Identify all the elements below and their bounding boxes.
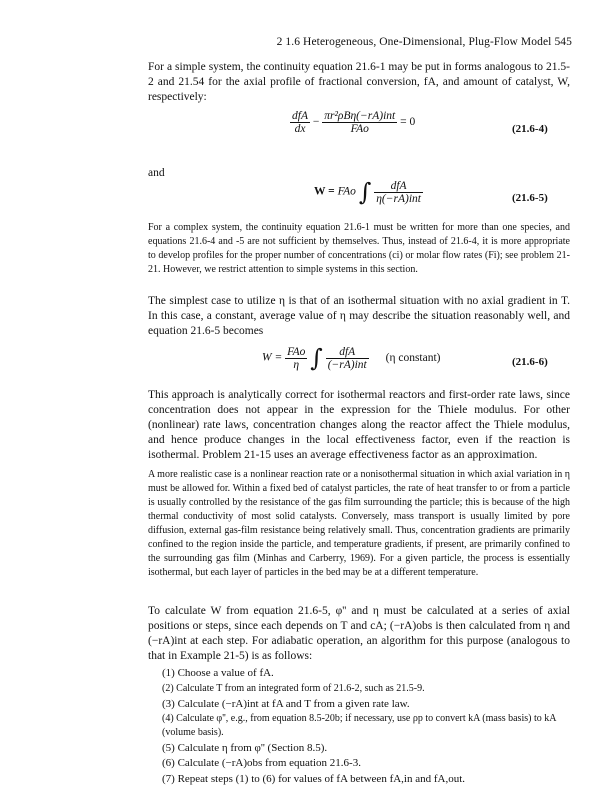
eq3-coef-fraction: $\frac{\text{FAo}}{\eta}$ <box>287 345 306 371</box>
eq1-lhs-fraction: $\frac{\text{dfA}}{dx}$ <box>292 110 308 135</box>
equation-number-21-6-6: (21.6-6) <box>512 356 548 368</box>
equation-number-21-6-4: (21.6-4) <box>512 123 548 135</box>
integral-sign: ∫ <box>358 178 372 206</box>
eq1-rhs-fraction: $\frac{\text{πr²ρBη(−rA)int}}{\text{FAo}}$ <box>324 110 396 135</box>
equation-21-6-6: W = $\frac{\text{FAo}}{\eta}$ ∫ $\frac{\text{dfA}}{\text{(−rA)int}}$ (η constant) <box>262 344 441 372</box>
equation-number-21-6-5: (21.6-5) <box>512 192 548 204</box>
paragraph-analytic-approach: This approach is analytically correct for isothermal reactors and first-order rate laws, since concentration does not appear in the expression for the Thiele modulus. For other (nonlinear) rate laws, concentration changes along the reactor affect the Thiele modulus, and hence produce changes in the local effectiveness factor, even if the reaction is isothermal. Problem 21-15 uses an average effectiveness factor as an approximation. <box>148 389 570 461</box>
header-page-number: 545 <box>554 36 572 48</box>
algorithm-step-5: (5) Calculate η from φ'' (Section 8.5). <box>162 742 328 754</box>
header-page-prefix: 2 <box>276 36 283 48</box>
equation-21-6-4: $\frac{\text{dfA}}{dx}$ − $\frac{\text{πr²ρBη(−rA)int}}{\text{FAo}}$ = 0 <box>292 110 416 135</box>
and-text: and <box>148 167 165 179</box>
paragraph-realistic-case: A more realistic case is a nonlinear reaction rate or a nonisothermal situation in which axial variation in η must be allowed for. Within a fixed bed of catalyst particles, the rate of heat transfer to or from a particle is usually controlled by the resistance of the gas film surrounding the particle; this is because of the high thermal conductivity of most solid catalysts. Conversely, mass transport is usually limited by pore diffusion, external gas-film resistance being relatively small. Thus, concentration gradients are primarily confined to the region inside the particle, and temperature gradients, if present, are primarily confined to the surrounding gas film (Minhas and Carberry, 1969). For a given particle, the process is essentially isothermal, but each layer of particles in the bed may be at a different temperature. <box>148 469 570 578</box>
algorithm-step-2: (2) Calculate T from an integrated form of 21.6-2, such as 21.5-9. <box>162 683 425 694</box>
algorithm-step-3: (3) Calculate (−rA)int at fA and T from a given rate law. <box>162 698 410 710</box>
header-section-title: 1.6 Heterogeneous, One-Dimensional, Plug-Flow Model <box>285 36 552 48</box>
integral-sign: ∫ <box>310 344 323 372</box>
paragraph-algorithm-intro: To calculate W from equation 21.6-5, φ'' and η must be calculated at a series of axial positions or steps, since each depends on T and cA; (−rA)obs is then calculated from η and (−rA)int at each step. For adiabatic operation, an algorithm for this purpose (analogous to that in Example 21-5) is as follows: <box>148 605 570 662</box>
running-header <box>245 36 572 48</box>
algorithm-step-7: (7) Repeat steps (1) to (6) for values of fA between fA,in and fA,out. <box>162 773 466 785</box>
paragraph-isothermal: The simplest case to utilize η is that of an isothermal situation with no axial gradient in T. In this case, a constant, average value of η may describe the situation reasonably well, and equation 21.6-5 becomes <box>148 295 570 337</box>
intro-paragraph: For a simple system, the continuity equation 21.6-1 may be put in forms analogous to 21.5-2 and 21.54 for the axial profile of fractional conversion, fA, and amount of catalyst, W, respectively: <box>148 61 570 103</box>
algorithm-step-4: (4) Calculate φ'', e.g., from equation 8.5-20b; if necessary, use ρp to convert kA (mass basis) to kA (volume basis). <box>162 713 556 738</box>
eq3-integrand-fraction: $\frac{\text{dfA}}{\text{(−rA)int}}$ <box>327 345 367 371</box>
eq2-integrand-fraction: $\frac{\text{dfA}}{\text{η(−rA)int}}$ <box>376 179 421 205</box>
equation-21-6-5: W = FAo ∫ $\frac{\text{dfA}}{\text{η(−rA)int}}$ <box>314 178 421 206</box>
algorithm-step-1: (1) Choose a value of fA. <box>162 667 274 679</box>
algorithm-step-6: (6) Calculate (−rA)obs from equation 21.6-3. <box>162 757 361 769</box>
paragraph-complex-system: For a complex system, the continuity equation 21.6-1 must be written for more than one species, and equations 21.6-4 and -5 are not sufficient by themselves. Thus, instead of 21.6-4, it is more appropriate to develop profiles for the proper number of concentrations (ci) or molar flow rates (Fi); see problem 21-21. However, we restrict attention to simple systems in this section. <box>148 222 570 275</box>
